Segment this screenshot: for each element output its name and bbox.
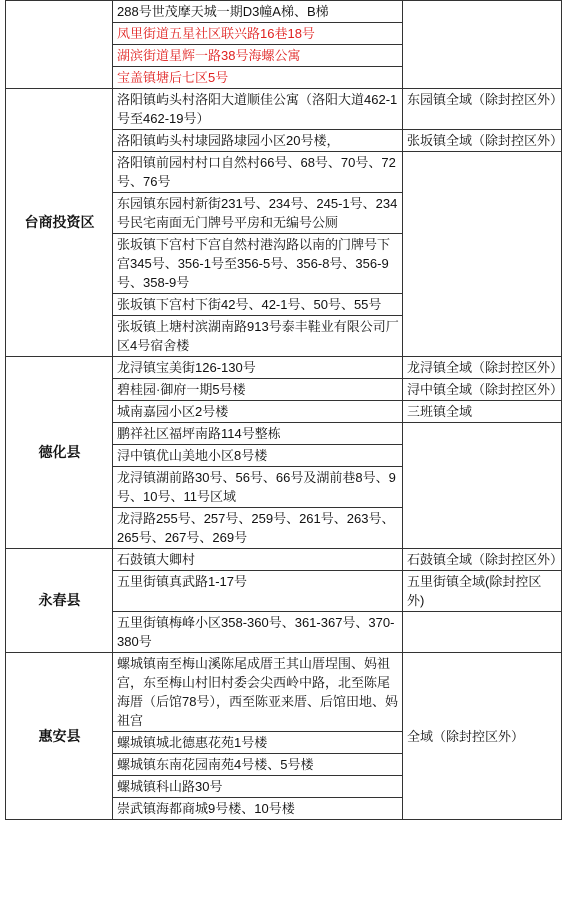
address-cell: 浔中镇优山美地小区8号楼 — [113, 445, 403, 467]
address-cell: 洛阳镇前园村村口自然村66号、68号、70号、72号、76号 — [113, 152, 403, 193]
scope-cell-empty — [403, 423, 562, 549]
address-cell: 螺城镇科山路30号 — [113, 776, 403, 798]
address-cell: 洛阳镇屿头村埭园路埭园小区20号楼， — [113, 130, 403, 152]
table-row — [6, 357, 562, 379]
address-cell: 张坂镇上塘村滨湖南路913号泰丰鞋业有限公司厂区4号宿舍楼 — [113, 316, 403, 357]
risk-area-table — [5, 0, 562, 820]
address-cell: 288号世茂摩天城一期D3幢A梯、B梯 — [113, 1, 403, 23]
region-cell-continued — [6, 1, 113, 89]
address-cell: 螺城镇东南花园南苑4号楼、5号楼 — [113, 754, 403, 776]
address-cell: 鹏祥社区福坪南路114号整栋 — [113, 423, 403, 445]
address-cell: 洛阳镇屿头村洛阳大道顺佳公寓（洛阳大道462-1号至462-19号） — [113, 89, 403, 130]
table-row — [6, 89, 562, 130]
address-cell-highlighted: 宝盖镇塘后七区5号 — [113, 67, 403, 89]
region-cell: 台商投资区 — [6, 89, 113, 357]
address-cell-highlighted: 湖滨街道星辉一路38号海螺公寓 — [113, 45, 403, 67]
scope-cell: 五里街镇全域(除封控区外) — [403, 571, 562, 612]
table-row — [6, 653, 562, 732]
address-cell: 石鼓镇大卿村 — [113, 549, 403, 571]
address-cell: 城南嘉园小区2号楼 — [113, 401, 403, 423]
address-cell: 螺城镇南至梅山溪陈尾成厝王其山厝埕围、妈祖宫，东至梅山村旧村委会尖西岭中路，北至陈尾海厝（后馆78号），西至陈亚来厝、后馆田地、妈祖宫 — [113, 653, 403, 732]
scope-cell: 浔中镇全域（除封控区外） — [403, 379, 562, 401]
address-cell: 龙浔镇湖前路30号、56号、66号及湖前巷8号、9号、10号、11号区域 — [113, 467, 403, 508]
scope-cell-empty — [403, 152, 562, 357]
scope-cell — [403, 1, 562, 89]
scope-cell: 张坂镇全域（除封控区外） — [403, 130, 562, 152]
region-cell: 惠安县 — [6, 653, 113, 820]
table-row — [6, 549, 562, 571]
scope-cell: 全域（除封控区外） — [403, 653, 562, 820]
address-cell: 碧桂园·御府一期5号楼 — [113, 379, 403, 401]
address-cell: 龙浔路255号、257号、259号、261号、263号、265号、267号、269号 — [113, 508, 403, 549]
scope-cell: 石鼓镇全域（除封控区外） — [403, 549, 562, 571]
address-cell: 螺城镇城北德惠花苑1号楼 — [113, 732, 403, 754]
address-cell: 五里街镇真武路1-17号 — [113, 571, 403, 612]
scope-cell-empty — [403, 612, 562, 653]
address-cell: 龙浔镇宝美街126-130号 — [113, 357, 403, 379]
scope-cell: 东园镇全域（除封控区外） — [403, 89, 562, 130]
address-cell: 崇武镇海都商城9号楼、10号楼 — [113, 798, 403, 820]
region-cell: 德化县 — [6, 357, 113, 549]
address-cell: 张坂镇下宫村下宫自然村港沟路以南的门牌号下宫345号、356-1号至356-5号、356-8号、356-9号、358-9号 — [113, 234, 403, 294]
scope-cell: 三班镇全域 — [403, 401, 562, 423]
scope-cell: 龙浔镇全域（除封控区外） — [403, 357, 562, 379]
table-row — [6, 1, 562, 23]
address-cell: 东园镇东园村新街231号、234号、245-1号、234号民宅南面无门牌号平房和无编号公厕 — [113, 193, 403, 234]
address-cell-highlighted: 凤里街道五星社区联兴路16巷18号 — [113, 23, 403, 45]
address-cell: 张坂镇下宫村下街42号、42-1号、50号、55号 — [113, 294, 403, 316]
region-cell: 永春县 — [6, 549, 113, 653]
address-cell: 五里街镇梅峰小区358-360号、361-367号、370-380号 — [113, 612, 403, 653]
